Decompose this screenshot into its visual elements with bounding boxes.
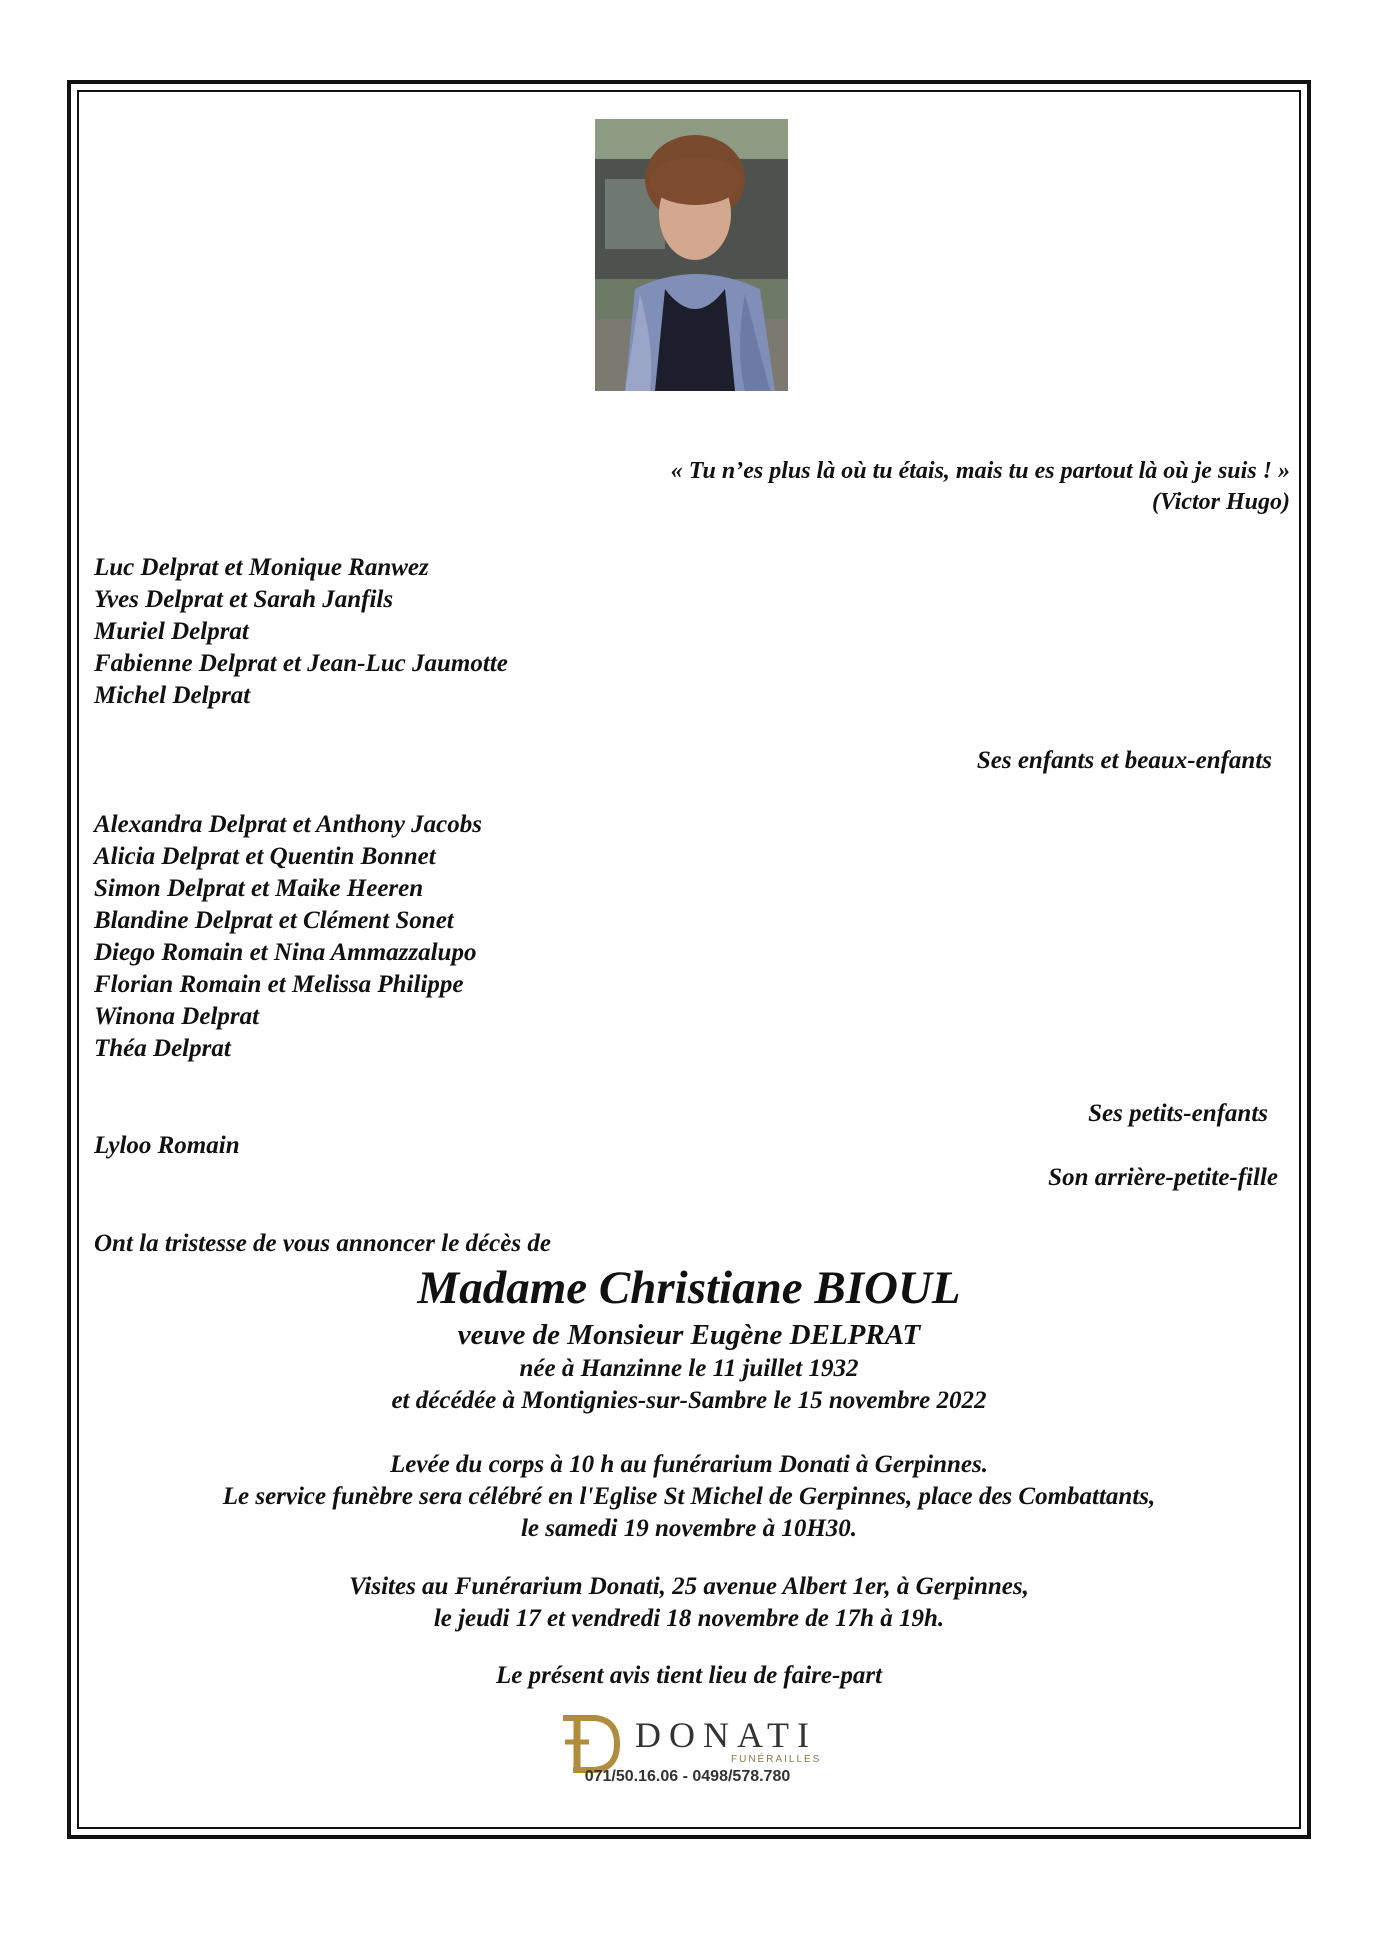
logo-phones: 071/50.16.06 - 0498/578.780 <box>584 1768 791 1785</box>
grandchild-name: Simon Delprat et Maike Heeren <box>94 875 424 902</box>
ceremony-line: Levée du corps à 10 h au funérarium Donati à Gerpinnes. <box>390 1451 988 1478</box>
child-name: Yves Delprat et Sarah Janfils <box>94 586 394 613</box>
donati-logo <box>555 1710 825 1790</box>
child-name: Michel Delprat <box>94 682 251 709</box>
grandchild-name: Alicia Delprat et Quentin Bonnet <box>94 843 436 870</box>
grandchild-name: Théa Delprat <box>94 1035 231 1062</box>
children-label: Ses enfants et beaux-enfants <box>976 747 1272 774</box>
faire-part-notice: Le présent avis tient lieu de faire-part <box>495 1662 883 1689</box>
visits-line: le jeudi 17 et vendredi 18 novembre de 17h à 19h. <box>433 1605 945 1632</box>
grandchild-name: Florian Romain et Melissa Philippe <box>94 971 464 998</box>
announcement-intro: Ont la tristesse de vous annoncer le décès de <box>94 1230 551 1257</box>
birth-info: née à Hanzinne le 11 juillet 1932 <box>519 1355 859 1382</box>
grandchild-name: Alexandra Delprat et Anthony Jacobs <box>94 811 482 838</box>
grandchildren-label: Ses petits-enfants <box>1088 1100 1268 1127</box>
child-name: Fabienne Delprat et Jean-Luc Jaumotte <box>94 650 508 677</box>
great-grandchild-name: Lyloo Romain <box>94 1132 240 1159</box>
grandchild-name: Blandine Delprat et Clément Sonet <box>94 907 454 934</box>
deceased-name: Madame Christiane BIOUL <box>417 1262 961 1314</box>
great-grandchild-label: Son arrière-petite-fille <box>1048 1164 1278 1191</box>
ceremony-line: Le service funèbre sera célébré en l'Eglise St Michel de Gerpinnes, place des Combattants, <box>222 1483 1156 1510</box>
child-name: Muriel Delprat <box>94 618 249 645</box>
visits-line: Visites au Funérarium Donati, 25 avenue Albert 1er, à Gerpinnes, <box>349 1573 1029 1600</box>
grandchild-name: Winona Delprat <box>94 1003 260 1030</box>
donati-logo-mark-icon <box>555 1712 623 1776</box>
child-name: Luc Delprat et Monique Ranwez <box>94 554 429 581</box>
portrait-photo <box>595 119 788 391</box>
quote-author: (Victor Hugo) <box>1151 489 1290 515</box>
ceremony-line: le samedi 19 novembre à 10H30. <box>520 1515 858 1542</box>
grandchild-name: Diego Romain et Nina Ammazzalupo <box>94 939 477 966</box>
widow-of: veuve de Monsieur Eugène DELPRAT <box>457 1319 921 1351</box>
logo-subtitle: FUNÉRAILLES <box>731 1754 822 1765</box>
quote-text: « Tu n’es plus là où tu étais, mais tu es partout là où je suis ! » <box>670 458 1290 484</box>
logo-name: DONATI <box>635 1715 817 1755</box>
death-info: et décédée à Montignies-sur-Sambre le 15 novembre 2022 <box>391 1387 987 1414</box>
